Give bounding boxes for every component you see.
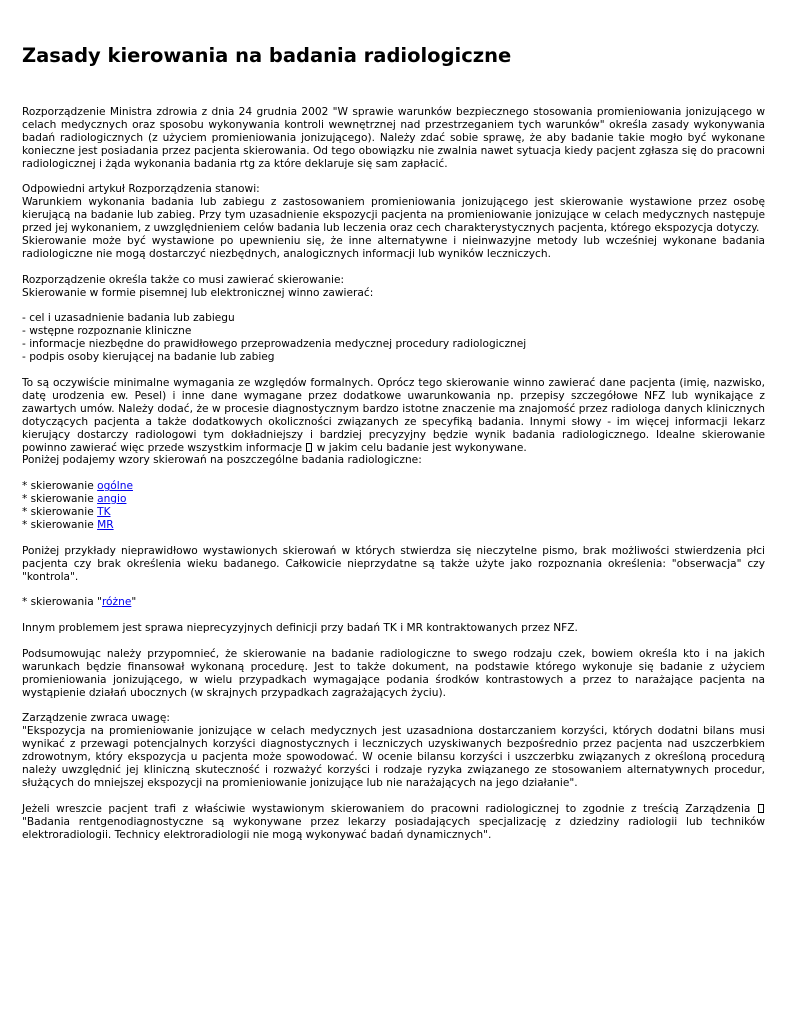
page-title: Zasady kierowania na badania radiologiczne — [22, 44, 512, 67]
final-paragraph — [22, 803, 765, 842]
document-body — [22, 106, 765, 841]
intro-paragraph: Rozporządzenie Ministra zdrowia z dnia 24 grudnia 2002 "W sprawie warunków bezpiecznego stosowania promieniowania jonizującego w celach medycznych oraz sposobu wykonywania kontroli wewnętrznej nad przestrzeganiem tych warunków" określa zasady wykonywania badań radiologicznych (z użyciem promieniowania jonizującego). Należy zdać sobie sprawę, że aby badanie takie mogło być wykonane konieczne jest posiadania przez pacjenta skierowania. Od tego obowiązku nie zwalnia nawet sytuacja kiedy pacjent zgłasza się do pracowni radiologicznej i żąda wykonania badania rtg za które deklaruje się sam zapłacić. — [22, 106, 765, 170]
requirements-heading: Rozporządzenie określa także co musi zawierać skierowanie: — [22, 273, 345, 286]
article-paragraph-1: Warunkiem wykonania badania lub zabiegu z zastosowaniem promieniowania jonizującego jest skierowanie wystawione przez osobę kierującą na badanie lub zabieg. Przy tym uzasadnienie ekspozycji pacjenta na promieniowanie jonizujące w celach medycznych następuje przed jej wykonaniem, z uwzględnieniem celów badania lub leczenia oraz cech charakterystycznych pacjenta, którego ekspozycja dotyczy. — [22, 196, 765, 235]
summary-paragraph: Podsumowując należy przypomnieć, że skierowanie na badanie radiologiczne to swego rodzaju czek, bowiem określa kto i na jakich warunkach będzie finansował wykonaną procedurę. Jest to także dokument, na podstawie którego wykonuje się badanie z użyciem promieniowania jonizującego, w wielu przypadkach wymagające podania środków kontrastowych a przez to narażające pacjenta na wystąpienie działań ubocznych (w skrajnych przypadkach zagrażających życiu). — [22, 647, 765, 699]
link-mr-referral[interactable]: MR — [97, 518, 114, 531]
link-angio-referral[interactable]: angio — [97, 493, 127, 506]
minimal-text-a: To są oczywiście minimalne wymagania ze względów formalnych. Oprócz tego skierowanie winno zawierać dane pacjenta (imię, nazwisko, datę urodzenia ew. Pesel) i inne dane wymagane przez dodatkowe uwarunkowania np. przepisy szczegółowe NFZ lub wynikające z zawartych umów. Należy dodać, że w procesie diagnostycznym bardzo istotne znaczenie ma znajomość przez radiologa danych klinicznych dotyczących pacjenta a także dodatkowych okoliczności związanych ze specyfiką badania. Innymi słowy - im więcej informacji lekarz kierujący dostarczy radiologowi tym dokładniejszy i bardziej precyzyjny będzie wynik badania radiologicznego. Idealne skierowanie powinno zawierać więc przede wszystkim informacje — [22, 376, 765, 454]
requirement-item: - informacje niezbędne do prawidłowego przeprowadzenia medycznej procedury radiologicznej — [22, 338, 527, 351]
missing-glyph-icon — [758, 804, 764, 813]
final-text-a: Jeżeli wreszcie pacjent trafi z właściwie wystawionym skierowaniem do pracowni radiologicznej to zgodnie z treścią Zarządzenia — [22, 802, 751, 815]
patterns-heading: Poniżej podajemy wzory skierowań na poszczególne badania radiologiczne: — [22, 454, 422, 467]
link-ct-referral[interactable]: TK — [97, 506, 111, 519]
final-text-b: "Badania rentgenodiagnostyczne są wykonywane przez lekarzy posiadających specjalizację z dziedziny radiologii lub techników elektroradiologii. Technicy elektroradiologii nie mogą wykonywać badań dynamicznych". — [22, 815, 765, 841]
referral-item-mr — [22, 519, 765, 532]
requirement-item: - cel i uzasadnienie badania lub zabiegu — [22, 312, 235, 325]
article-heading: Odpowiedni artykuł Rozporządzenia stanowi: — [22, 183, 260, 196]
bad-examples-paragraph: Poniżej przykłady nieprawidłowo wystawionych skierowań w których stwierdza się nieczytelne pismo, brak możliwości stwierdzenia płci pacjenta czy brak określenia wieku badanego. Całkowicie nieprzydatne są także użyte jako rozpoznania określenia: "obserwacja" czy "kontrola". — [22, 544, 765, 583]
requirement-item: - wstępne rozpoznanie kliniczne — [22, 325, 192, 338]
various-referrals-item — [22, 596, 765, 609]
referral-prefix: * skierowanie — [22, 518, 98, 531]
minimal-text-b: w jakim celu badanie jest wykonywane. — [316, 441, 527, 454]
regulation-heading: Zarządzenie zwraca uwagę: — [22, 712, 170, 725]
missing-glyph-icon — [306, 443, 312, 452]
requirement-item: - podpis osoby kierującej na badanie lub zabieg — [22, 351, 275, 364]
referral-item-angio — [22, 493, 765, 506]
imprecise-definitions-paragraph: Innym problemem jest sprawa nieprecyzyjnych definicji przy badań TK i MR kontraktowanych przez NFZ. — [22, 622, 578, 635]
referral-prefix: * skierowanie — [22, 506, 98, 519]
referral-item-ct — [22, 506, 765, 519]
requirements-subheading: Skierowanie w formie pisemnej lub elektronicznej winno zawierać: — [22, 286, 374, 299]
regulation-quote: "Ekspozycja na promieniowanie jonizujące w celach medycznych jest uzasadniona dostarczaniem korzyści, których dodatni bilans musi wynikać z przewagi potencjalnych korzyści diagnostycznych i leczniczych uzyskiwanych bezpośrednio przez pacjenta nad uszczerbkiem zdrowotnym, który ekspozycja u pacjenta może spowodować. W ocenie bilansu korzyści i uszczerbku związanych z określoną procedurą należy uwzględnić jej kliniczną skuteczność i rozważyć korzyści i rodzaje ryzyka związanego ze stosowaniem alternatywnych procedur, służących do mniejszej ekspozycji na promieniowanie jonizujące lub nie narażających na jego działanie". — [22, 725, 765, 789]
link-general-referral[interactable]: ogólne — [97, 480, 133, 493]
referral-prefix: * skierowanie — [22, 480, 98, 493]
link-various-referrals[interactable]: różne — [101, 596, 132, 609]
article-paragraph-2: Skierowanie może być wystawione po upewnieniu się, że inne alternatywne i nieinwazyjne metody lub wcześniej wykonane badania radiologiczne nie mogą dostarczyć niezbędnych, analogicznych informacji lub wyników leczniczych. — [22, 235, 765, 260]
various-prefix: * skierowania " — [22, 596, 102, 609]
various-suffix: " — [131, 596, 137, 609]
referral-item-general — [22, 480, 765, 493]
referral-prefix: * skierowanie — [22, 493, 98, 506]
minimal-requirements-paragraph — [22, 377, 765, 454]
